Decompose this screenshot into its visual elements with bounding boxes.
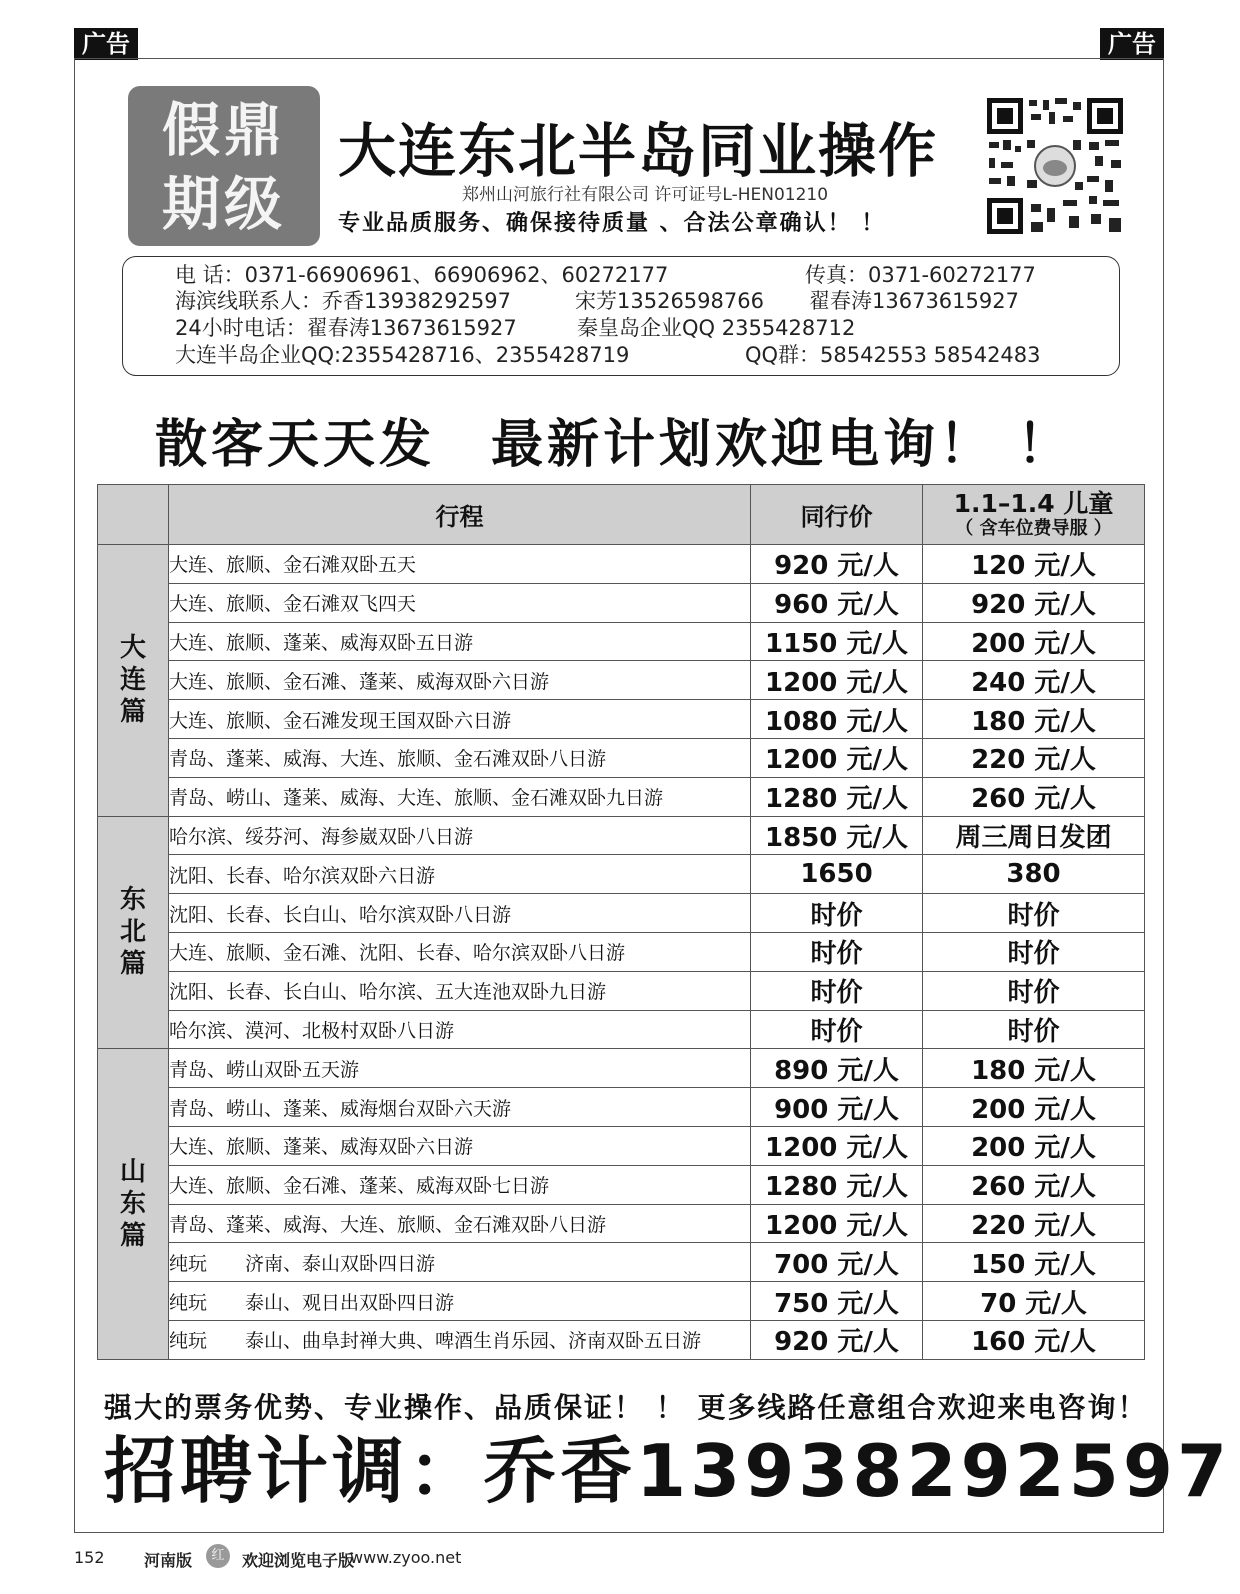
price-cell: 1200 元/人 bbox=[751, 1126, 923, 1165]
route-cell: 沈阳、长春、长白山、哈尔滨、五大连池双卧九日游 bbox=[169, 971, 751, 1010]
edition-label: 河南版 bbox=[144, 1551, 193, 1570]
contact-person-3: 翟春涛13673615927 bbox=[809, 289, 1019, 313]
phone-line: 电 话：0371-66906961、66906962、60272177 bbox=[175, 263, 669, 287]
kid-price-cell: 260 元/人 bbox=[923, 1165, 1145, 1204]
kid-price-cell: 120 元/人 bbox=[923, 545, 1145, 584]
route-cell: 纯玩 泰山、曲阜封禅大典、啤酒生肖乐园、济南双卧五日游 bbox=[169, 1320, 751, 1359]
table-row bbox=[98, 1126, 1145, 1165]
price-cell: 890 元/人 bbox=[751, 1049, 923, 1088]
table-row bbox=[98, 545, 1145, 584]
price-cell: 700 元/人 bbox=[751, 1243, 923, 1282]
price-cell: 时价 bbox=[751, 894, 923, 933]
kid-price-cell: 时价 bbox=[923, 932, 1145, 971]
table-row bbox=[98, 1010, 1145, 1049]
kid-price-cell: 200 元/人 bbox=[923, 1088, 1145, 1127]
edition-logo-icon: 红 bbox=[206, 1544, 230, 1568]
table-row bbox=[98, 661, 1145, 700]
route-cell: 青岛、崂山双卧五天游 bbox=[169, 1049, 751, 1088]
kid-price-cell: 时价 bbox=[923, 971, 1145, 1010]
qq-group: QQ群：58542553 58542483 bbox=[745, 343, 1041, 367]
kid-price-cell: 380 bbox=[923, 855, 1145, 894]
kid-price-cell: 周三周日发团 bbox=[923, 816, 1145, 855]
contact-box bbox=[122, 256, 1120, 376]
recruit-line: 招聘计调：乔香13938292597 bbox=[104, 1429, 1232, 1513]
header-kid-line-2: （ 含车位费导服 ） bbox=[955, 517, 1112, 539]
kid-price-cell: 260 元/人 bbox=[923, 777, 1145, 816]
price-cell: 时价 bbox=[751, 971, 923, 1010]
route-cell: 大连、旅顺、金石滩、沈阳、长春、哈尔滨双卧八日游 bbox=[169, 932, 751, 971]
big-title: 散客天天发 最新计划欢迎电询！ ！ bbox=[155, 415, 1074, 475]
slogan: 专业品质服务、确保接待质量 、合法公章确认！ ！ bbox=[338, 211, 886, 236]
kid-price-cell: 180 元/人 bbox=[923, 1049, 1145, 1088]
route-cell: 哈尔滨、绥芬河、海参崴双卧八日游 bbox=[169, 816, 751, 855]
kid-price-cell: 时价 bbox=[923, 1010, 1145, 1049]
section-label: 大 连 篇 bbox=[98, 545, 169, 817]
route-cell: 沈阳、长春、哈尔滨双卧六日游 bbox=[169, 855, 751, 894]
price-cell: 900 元/人 bbox=[751, 1088, 923, 1127]
table-row bbox=[98, 738, 1145, 777]
headline: 大连东北半岛同业操作 bbox=[338, 117, 939, 185]
table-row bbox=[98, 700, 1145, 739]
kid-price-cell: 200 元/人 bbox=[923, 622, 1145, 661]
price-cell: 1650 bbox=[751, 855, 923, 894]
logo-line-1: 假鼎 bbox=[161, 96, 286, 164]
logo bbox=[128, 86, 320, 246]
qr-code-icon bbox=[985, 96, 1125, 236]
kid-price-cell: 220 元/人 bbox=[923, 738, 1145, 777]
route-cell: 沈阳、长春、长白山、哈尔滨双卧八日游 bbox=[169, 894, 751, 933]
kid-price-cell: 160 元/人 bbox=[923, 1320, 1145, 1359]
price-cell: 1080 元/人 bbox=[751, 700, 923, 739]
header-kid-line-1: 1.1–1.4 儿童 bbox=[953, 488, 1114, 518]
section-label: 东 北 篇 bbox=[98, 816, 169, 1049]
price-cell: 1200 元/人 bbox=[751, 661, 923, 700]
kid-price-cell: 200 元/人 bbox=[923, 1126, 1145, 1165]
route-price-table bbox=[97, 484, 1145, 1360]
table-row bbox=[98, 1165, 1145, 1204]
route-cell: 青岛、蓬莱、威海、大连、旅顺、金石滩双卧八日游 bbox=[169, 1204, 751, 1243]
route-cell: 大连、旅顺、金石滩、蓬莱、威海双卧六日游 bbox=[169, 661, 751, 700]
promo-line: 强大的票务优势、专业操作、品质保证！ ！ 更多线路任意组合欢迎来电咨询！ bbox=[104, 1391, 1148, 1424]
table-row bbox=[98, 816, 1145, 855]
kid-price-cell: 920 元/人 bbox=[923, 583, 1145, 622]
route-cell: 纯玩 济南、泰山双卧四日游 bbox=[169, 1243, 751, 1282]
price-cell: 1280 元/人 bbox=[751, 1165, 923, 1204]
price-cell: 1200 元/人 bbox=[751, 738, 923, 777]
route-cell: 大连、旅顺、金石滩双卧五天 bbox=[169, 545, 751, 584]
table-row bbox=[98, 622, 1145, 661]
kid-price-cell: 70 元/人 bbox=[923, 1282, 1145, 1321]
kid-price-cell: 220 元/人 bbox=[923, 1204, 1145, 1243]
table-row bbox=[98, 1320, 1145, 1359]
table-row bbox=[98, 1204, 1145, 1243]
qq-dalian: 大连半岛企业QQ:2355428716、2355428719 bbox=[175, 343, 630, 367]
header-route: 行程 bbox=[169, 485, 751, 545]
table-row bbox=[98, 971, 1145, 1010]
price-cell: 960 元/人 bbox=[751, 583, 923, 622]
table-row bbox=[98, 777, 1145, 816]
table-row bbox=[98, 1088, 1145, 1127]
fax-line: 传真：0371-60272177 bbox=[805, 263, 1036, 287]
hotline: 24小时电话：翟春涛13673615927 bbox=[175, 316, 517, 340]
table-row bbox=[98, 894, 1145, 933]
table-row bbox=[98, 855, 1145, 894]
price-cell: 920 元/人 bbox=[751, 545, 923, 584]
route-cell: 大连、旅顺、金石滩、蓬莱、威海双卧七日游 bbox=[169, 1165, 751, 1204]
price-cell: 1850 元/人 bbox=[751, 816, 923, 855]
ad-tag-left: 广告 bbox=[74, 28, 138, 60]
section-label: 山 东 篇 bbox=[98, 1049, 169, 1359]
header-price: 同行价 bbox=[751, 485, 923, 545]
logo-line-2: 期级 bbox=[161, 170, 286, 238]
price-cell: 920 元/人 bbox=[751, 1320, 923, 1359]
table-header-row bbox=[98, 485, 1145, 545]
header-section-cell bbox=[98, 485, 169, 545]
table-row bbox=[98, 932, 1145, 971]
table-row bbox=[98, 1049, 1145, 1088]
table-row bbox=[98, 1282, 1145, 1321]
contact-person-2: 宋芳13526598766 bbox=[575, 289, 764, 313]
kid-price-cell: 时价 bbox=[923, 894, 1145, 933]
route-cell: 青岛、崂山、蓬莱、威海烟台双卧六天游 bbox=[169, 1088, 751, 1127]
route-cell: 大连、旅顺、金石滩双飞四天 bbox=[169, 583, 751, 622]
price-cell: 1150 元/人 bbox=[751, 622, 923, 661]
table-row bbox=[98, 1243, 1145, 1282]
site-url[interactable]: www.zyoo.net bbox=[350, 1548, 462, 1567]
price-cell: 时价 bbox=[751, 1010, 923, 1049]
route-cell: 大连、旅顺、金石滩发现王国双卧六日游 bbox=[169, 700, 751, 739]
route-cell: 大连、旅顺、蓬莱、威海双卧五日游 bbox=[169, 622, 751, 661]
kid-price-cell: 150 元/人 bbox=[923, 1243, 1145, 1282]
qq-qinhuangdao: 秦皇岛企业QQ 2355428712 bbox=[577, 316, 856, 340]
route-cell: 纯玩 泰山、观日出双卧四日游 bbox=[169, 1282, 751, 1321]
price-cell: 1280 元/人 bbox=[751, 777, 923, 816]
kid-price-cell: 240 元/人 bbox=[923, 661, 1145, 700]
route-cell: 大连、旅顺、蓬莱、威海双卧六日游 bbox=[169, 1126, 751, 1165]
price-cell: 1200 元/人 bbox=[751, 1204, 923, 1243]
company-license: 郑州山河旅行社有限公司 许可证号L-HEN01210 bbox=[462, 185, 829, 205]
kid-price-cell: 180 元/人 bbox=[923, 700, 1145, 739]
welcome-text: 欢迎浏览电子版 bbox=[242, 1551, 355, 1570]
contact-person-1: 海滨线联系人：乔香13938292597 bbox=[175, 289, 511, 313]
price-cell: 750 元/人 bbox=[751, 1282, 923, 1321]
route-cell: 青岛、蓬莱、威海、大连、旅顺、金石滩双卧八日游 bbox=[169, 738, 751, 777]
ad-tag-right: 广告 bbox=[1100, 28, 1164, 60]
table-row bbox=[98, 583, 1145, 622]
header-kid-price bbox=[923, 485, 1145, 545]
page-number: 152 bbox=[74, 1548, 105, 1567]
route-cell: 青岛、崂山、蓬莱、威海、大连、旅顺、金石滩双卧九日游 bbox=[169, 777, 751, 816]
price-cell: 时价 bbox=[751, 932, 923, 971]
route-cell: 哈尔滨、漠河、北极村双卧八日游 bbox=[169, 1010, 751, 1049]
